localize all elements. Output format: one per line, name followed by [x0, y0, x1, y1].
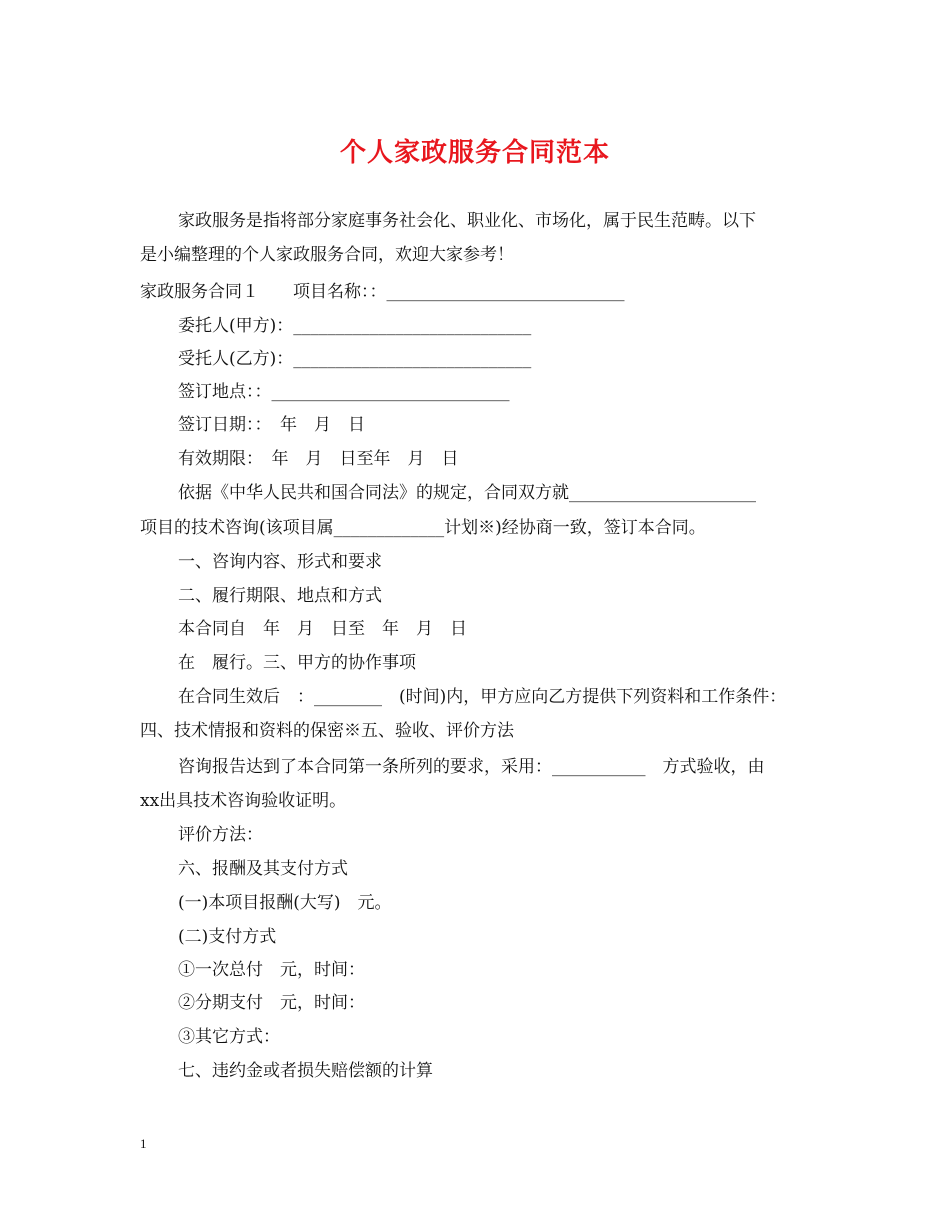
paragraph-line: xx出具技术咨询验收证明。 [140, 791, 347, 811]
paragraph-line: 二、履行期限、地点和方式 [178, 586, 382, 606]
paragraph-line: 家政服务是指将部分家庭事务社会化、职业化、市场化，属于民生范畴。以下 [178, 211, 756, 231]
paragraph-line: 签订日期：： 年 月 日 [178, 415, 365, 435]
paragraph-line: 委托人(甲方)：____________________________ [178, 316, 532, 336]
paragraph-line: ②分期支付 元，时间： [178, 993, 365, 1013]
paragraph-line: 评价方法： [178, 825, 263, 845]
paragraph-line: 依据《中华人民共和国合同法》的规定，合同双方就______________________ [178, 483, 756, 503]
paragraph-line: 在合同生效后 ：________ (时间)内，甲方应向乙方提供下列资料和工作条件： [178, 687, 787, 707]
paragraph-line: 有效期限： 年 月 日至年 月 日 [178, 449, 459, 469]
paragraph-line: 签订地点：：____________________________ [178, 382, 510, 402]
paragraph-line: (一)本项目报酬(大写) 元。 [178, 893, 392, 913]
paragraph-line: ①一次总付 元，时间： [178, 960, 365, 980]
paragraph-line: 本合同自 年 月 日至 年 月 日 [178, 619, 467, 639]
document-title: 个人家政服务合同范本 [339, 138, 610, 168]
paragraph-line: 咨询报告达到了本合同第一条所列的要求，采用：___________ 方式验收，由 [178, 757, 765, 777]
page-number: 1 [140, 1136, 147, 1151]
paragraph-line: ③其它方式： [178, 1027, 280, 1047]
paragraph-line: 受托人(乙方)：____________________________ [178, 349, 532, 369]
paragraph-line: 四、技术情报和资料的保密※五、验收、评价方法 [140, 721, 514, 741]
paragraph-line: 一、咨询内容、形式和要求 [178, 552, 382, 572]
paragraph-line: 在 履行。三、甲方的协作事项 [178, 653, 416, 673]
paragraph-line: 项目的技术咨询(该项目属_____________计划※)经协商一致，签订本合同。 [140, 518, 706, 538]
paragraph-line: 六、报酬及其支付方式 [178, 859, 348, 879]
paragraph-line: (二)支付方式 [178, 927, 277, 947]
paragraph-line: 是小编整理的个人家政服务合同，欢迎大家参考！ [140, 245, 514, 265]
paragraph-line: 七、违约金或者损失赔偿额的计算 [178, 1061, 433, 1081]
paragraph-line: 家政服务合同１ 项目名称：：____________________________ [140, 282, 625, 302]
